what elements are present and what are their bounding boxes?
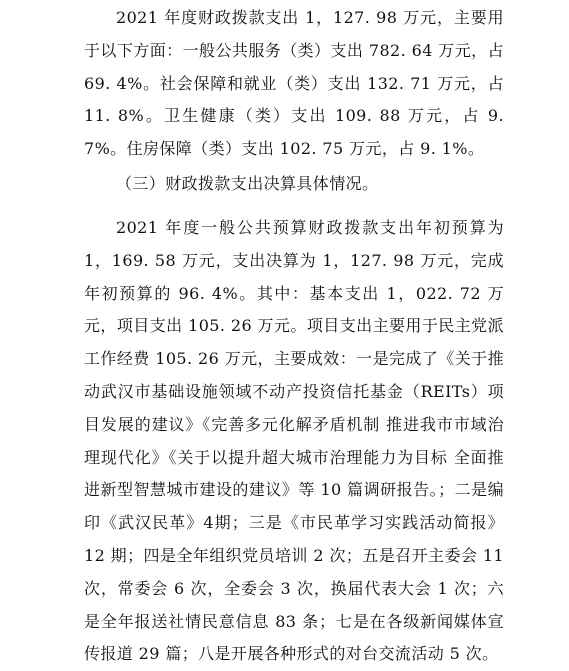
paragraph-expenditure-details: 2021 年度一般公共预算财政拨款支出年初预算为 1，169. 58 万元，支出决算为 1，127. 98 万元，完成年初预算的 96. 4%。其中：基本支出 1，022. 72 万元，项目支出 105. 26 万元。项目支出主要用于民主党派工作经费 105. 26 万元，主要成效：一是完成了《关于推动武汉市基础设施领域不动产投资信托基金（REITs）项目发展的建议》《完善多元化解矛盾机制 推进我市市域治理现代化》《关于以提升超大城市治理能力为目标 全面推进新型智慧城市建设的建议》等 10 篇调研报告。；二是编印《武汉民革》4期；三是《市民革学习实践活动简报》12 期；四是全年组织党员培训 2 次；五是召开主委会 11 次，常委会 6 次，全委会 3 次，换届代表大会 1 次；六是全年报送社情民意信息 83 条；七是在各级新闻媒体宣传报道 29 篇；八是开展各种形式的对台交流活动 5 次。 bbox=[84, 218, 510, 664]
section-heading: （三）财政拨款支出决算具体情况。 bbox=[116, 174, 379, 193]
paragraph-expenditure-summary: 2021 年度财政拨款支出 1，127. 98 万元，主要用于以下方面：一般公共服务（类）支出 782. 64 万元，占 69. 4%。社会保障和就业（类）支出 132. 71 万元，占 11. 8%。卫生健康（类）支出 109. 88 万元，占 9. 7%。住房保障（类）支出 102. 75 万元，占 9. 1%。 bbox=[84, 8, 510, 159]
